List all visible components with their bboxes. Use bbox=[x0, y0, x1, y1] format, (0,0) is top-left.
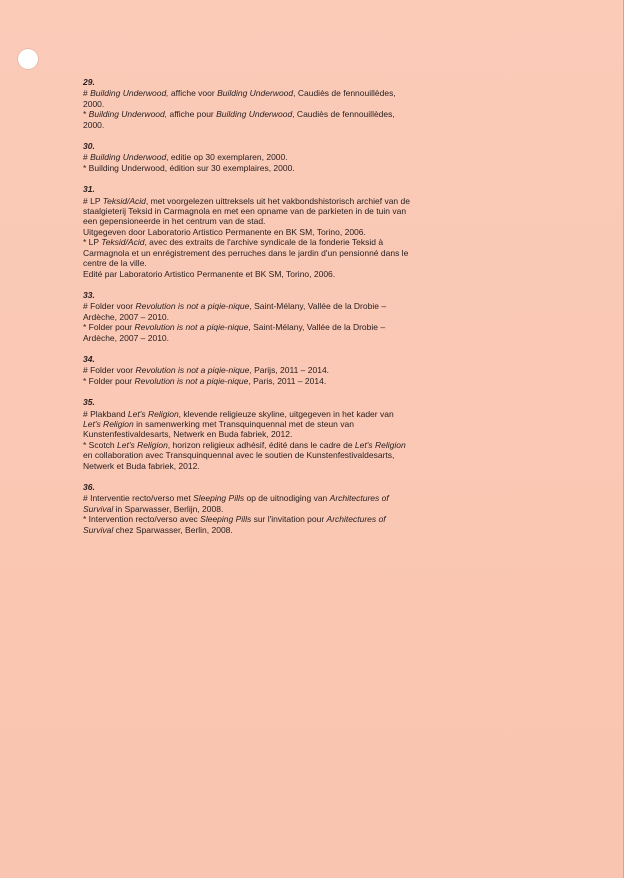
italic-title: Revolution is not a piqie-nique bbox=[134, 322, 249, 333]
entry-line bbox=[83, 365, 443, 375]
text-run: # bbox=[83, 152, 91, 163]
italic-title: Let's Religion bbox=[127, 408, 179, 419]
text-run: , Saint-Mélany, Vallée de la Drobie – bbox=[248, 322, 386, 333]
entry-33 bbox=[83, 290, 443, 343]
entry-line bbox=[83, 409, 443, 419]
text-run: Netwerk et Buda fabriek, 2012. bbox=[83, 460, 200, 471]
entry-line bbox=[83, 152, 443, 162]
entry-body bbox=[83, 196, 443, 279]
entry-line bbox=[83, 322, 443, 332]
text-run: , Paris, 2011 – 2014. bbox=[248, 375, 327, 386]
text-run: # bbox=[83, 88, 91, 99]
italic-title: Let's Religion bbox=[83, 418, 134, 429]
entry-number: 34. bbox=[83, 353, 95, 364]
italic-title: Building Underwood bbox=[216, 109, 293, 120]
entry-list bbox=[83, 77, 443, 546]
text-run: affiche voor bbox=[168, 88, 218, 99]
text-run: * Intervention recto/verso avec bbox=[83, 514, 201, 525]
italic-title: Let's Religion bbox=[354, 439, 406, 450]
entry-number: 33. bbox=[83, 289, 95, 300]
entry-34 bbox=[83, 354, 443, 386]
text-run: * Folder pour bbox=[83, 322, 135, 333]
entry-body bbox=[83, 409, 443, 471]
text-run: Edité par Laboratorio Artistico Permanente et BK SM, Torino, 2006. bbox=[83, 268, 336, 279]
entry-line bbox=[83, 333, 443, 343]
entry-line bbox=[83, 206, 443, 216]
punch-hole bbox=[17, 48, 39, 70]
text-run: chez Sparwasser, Berlin, 2008. bbox=[113, 524, 233, 535]
entry-number: 29. bbox=[83, 77, 95, 87]
entry-35 bbox=[83, 397, 443, 471]
entry-body bbox=[83, 493, 443, 535]
entry-line bbox=[83, 514, 443, 524]
entry-36 bbox=[83, 482, 443, 535]
italic-title: Building Underwood bbox=[217, 88, 294, 99]
text-run: Kunstenfestivaldesarts, Netwerk en Buda fabriek, 2012. bbox=[83, 429, 293, 440]
text-run: , met voorgelezen uittreksels uit het vakbondshistorisch archief van de bbox=[145, 195, 410, 206]
entry-line bbox=[83, 227, 443, 237]
italic-title: Architectures of bbox=[329, 493, 389, 504]
entry-line bbox=[83, 120, 443, 130]
italic-title: Building Underwood, bbox=[88, 109, 168, 120]
text-run: * LP bbox=[83, 237, 102, 248]
entry-line bbox=[83, 525, 443, 535]
entry-body bbox=[83, 152, 443, 173]
text-run: Ardèche, 2007 – 2010. bbox=[83, 332, 170, 343]
entry-line bbox=[83, 237, 443, 247]
entry-body bbox=[83, 365, 443, 386]
entry-body bbox=[83, 88, 443, 130]
italic-title: Teksid/Acid bbox=[101, 237, 145, 248]
text-run: affiche pour bbox=[167, 109, 217, 120]
italic-title: Revolution is not a piqie-nique bbox=[135, 301, 250, 312]
text-run: # Folder voor bbox=[83, 301, 136, 312]
text-run: * Scotch bbox=[83, 439, 118, 450]
italic-title: Architectures of bbox=[326, 514, 386, 525]
text-run: , Caudiès de fennouillèdes, bbox=[292, 109, 395, 120]
entry-line bbox=[83, 429, 443, 439]
entry-number: 35. bbox=[83, 397, 95, 408]
entry-line bbox=[83, 196, 443, 206]
text-run: * bbox=[83, 109, 89, 120]
entry-line bbox=[83, 440, 443, 450]
text-run: 2000. bbox=[83, 98, 105, 109]
text-run: # Interventie recto/verso met bbox=[83, 493, 194, 504]
italic-title: Let's Religion bbox=[117, 439, 168, 450]
entry-line bbox=[83, 258, 443, 268]
entry-30 bbox=[83, 141, 443, 173]
text-run: , Parijs, 2011 – 2014. bbox=[249, 365, 330, 376]
text-run: , klevende religieuze skyline, uitgegeven in het kader van bbox=[178, 408, 394, 419]
text-run: op de uitnodiging van bbox=[244, 493, 330, 504]
text-run: Ardèche, 2007 – 2010. bbox=[83, 311, 170, 322]
entry-line bbox=[83, 109, 443, 119]
text-run: Uitgegeven door Laboratorio Artistico Permanente en BK SM, Torino, 2006. bbox=[83, 226, 366, 237]
italic-title: Teksid/Acid bbox=[102, 195, 146, 206]
entry-29 bbox=[83, 77, 443, 130]
entry-line bbox=[83, 461, 443, 471]
text-run: , horizon religieux adhésif, édité dans le cadre de bbox=[167, 439, 355, 450]
italic-title: Sleeping Pills bbox=[193, 493, 245, 504]
text-run: , Caudiès de fennouillèdes, bbox=[293, 88, 396, 99]
text-run: een gepensioneerde in het centrum van de stad. bbox=[83, 216, 266, 227]
text-run: * Building Underwood, édition sur 30 exemplaires, 2000. bbox=[83, 162, 295, 173]
text-run: * Folder pour bbox=[83, 375, 135, 386]
text-run: in samenwerking met Transquinquennal met de steun van bbox=[133, 418, 354, 429]
entry-line bbox=[83, 504, 443, 514]
entry-line bbox=[83, 269, 443, 279]
text-run: # Plakband bbox=[83, 408, 128, 419]
entry-number: 30. bbox=[83, 141, 95, 152]
text-run: in Sparwasser, Berlijn, 2008. bbox=[113, 503, 224, 514]
text-run: # Folder voor bbox=[83, 365, 136, 376]
text-run: , avec des extraits de l'archive syndicale de la fonderie Teksid à bbox=[144, 237, 384, 248]
entry-number: 31. bbox=[83, 184, 95, 195]
entry-31 bbox=[83, 184, 443, 279]
entry-body bbox=[83, 301, 443, 343]
text-run: # LP bbox=[83, 195, 103, 206]
entry-line bbox=[83, 419, 443, 429]
entry-line bbox=[83, 216, 443, 226]
entry-line bbox=[83, 376, 443, 386]
italic-title: Survival bbox=[83, 503, 114, 514]
text-run: , Saint-Mélany, Vallée de la Drobie – bbox=[249, 301, 387, 312]
entry-line bbox=[83, 99, 443, 109]
text-run: staalgieterij Teksid in Carmagnola en met een opname van de parkieten in de tuin van bbox=[83, 206, 407, 217]
text-run: en collaboration avec Transquinquennal avec le soutien de Kunstenfestivaldesarts, bbox=[83, 450, 395, 461]
italic-title: Sleeping Pills bbox=[200, 514, 252, 525]
entry-line bbox=[83, 88, 443, 98]
entry-number: 36. bbox=[83, 482, 95, 492]
text-run: sur l'invitation pour bbox=[251, 514, 327, 525]
italic-title: Building Underwood bbox=[90, 152, 167, 163]
text-run: centre de la ville. bbox=[83, 258, 147, 269]
italic-title: Survival bbox=[83, 524, 114, 535]
text-run: 2000. bbox=[83, 119, 105, 130]
italic-title: Revolution is not a piqie-nique bbox=[134, 375, 249, 386]
text-run: , editie op 30 exemplaren, 2000. bbox=[166, 152, 288, 163]
entry-line bbox=[83, 248, 443, 258]
italic-title: Building Underwood, bbox=[90, 88, 169, 99]
entry-line bbox=[83, 312, 443, 322]
italic-title: Revolution is not a piqie-nique bbox=[135, 365, 250, 376]
text-run: Carmagnola et un enrégistrement des perruches dans le jardin d'un pensionné dans le bbox=[83, 247, 409, 258]
entry-line bbox=[83, 301, 443, 311]
entry-line bbox=[83, 450, 443, 460]
entry-line bbox=[83, 163, 443, 173]
entry-line bbox=[83, 493, 443, 503]
